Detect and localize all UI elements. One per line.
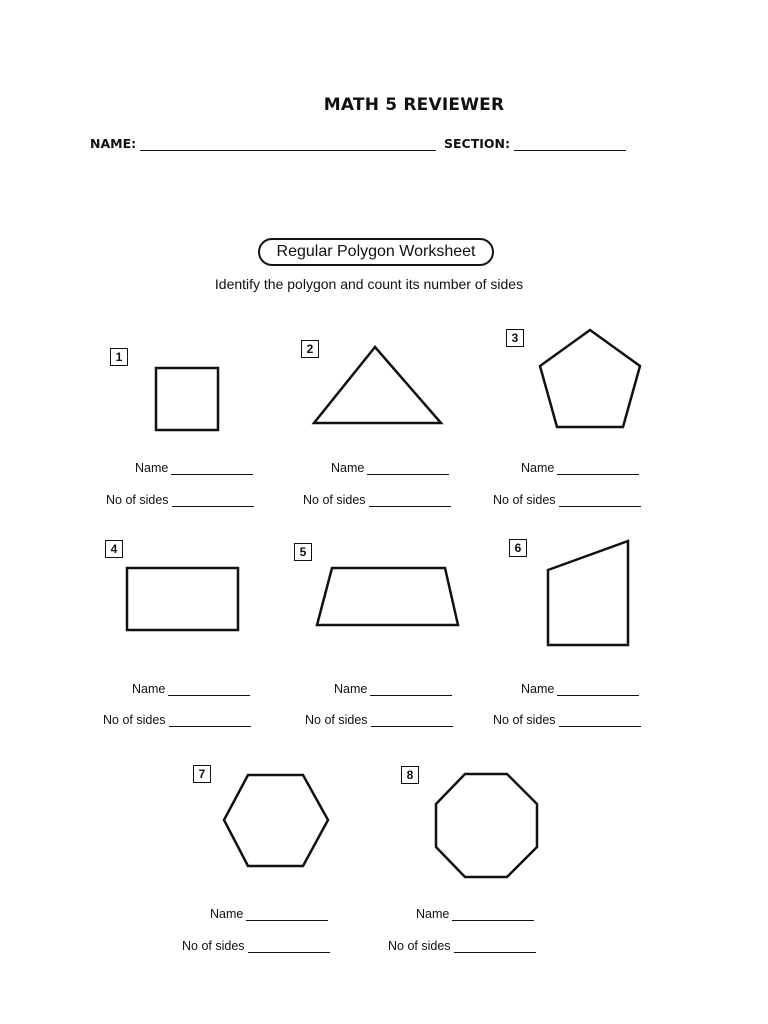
name-label: Name: [416, 907, 450, 921]
answer-blank-line[interactable]: [246, 908, 328, 921]
answer-blank-line[interactable]: [371, 714, 453, 727]
sides-label: No of sides: [103, 713, 166, 727]
quadrilateral-shape: [542, 536, 638, 650]
answer-blank-line[interactable]: [559, 494, 641, 507]
triangle-shape: [306, 340, 446, 430]
answer-blank-line[interactable]: [171, 462, 253, 475]
item-1-name-answer[interactable]: [135, 461, 253, 475]
item-3-sides-answer[interactable]: [493, 493, 641, 507]
item-7-sides-answer[interactable]: [182, 939, 330, 953]
sides-label: No of sides: [493, 713, 556, 727]
item-5-name-answer[interactable]: [334, 682, 452, 696]
item-2-sides-answer[interactable]: [303, 493, 451, 507]
sides-label: No of sides: [106, 493, 169, 507]
name-field[interactable]: [90, 136, 436, 151]
item-4-name-answer[interactable]: [132, 682, 250, 696]
sides-label: No of sides: [303, 493, 366, 507]
worksheet-instructions: Identify the polygon and count its number of sides: [214, 276, 524, 292]
answer-blank-line[interactable]: [248, 940, 330, 953]
section-blank-line[interactable]: [514, 137, 626, 151]
name-label: Name: [135, 461, 169, 475]
pentagon-shape: [536, 326, 646, 432]
answer-blank-line[interactable]: [369, 494, 451, 507]
item-8-sides-answer[interactable]: [388, 939, 536, 953]
name-label: Name: [331, 461, 365, 475]
item-number-5: 5: [294, 543, 312, 561]
sides-label: No of sides: [388, 939, 451, 953]
answer-blank-line[interactable]: [452, 908, 534, 921]
answer-blank-line[interactable]: [168, 683, 250, 696]
item-8-name-answer[interactable]: [416, 907, 534, 921]
item-3-name-answer[interactable]: [521, 461, 639, 475]
item-number-3: 3: [506, 329, 524, 347]
answer-blank-line[interactable]: [370, 683, 452, 696]
item-number-2: 2: [301, 340, 319, 358]
square-shape: [150, 362, 226, 438]
item-number-7: 7: [193, 765, 211, 783]
rectangle-shape: [122, 562, 244, 636]
answer-blank-line[interactable]: [169, 714, 251, 727]
answer-blank-line[interactable]: [557, 683, 639, 696]
section-field[interactable]: [444, 136, 626, 151]
sides-label: No of sides: [305, 713, 368, 727]
answer-blank-line[interactable]: [557, 462, 639, 475]
answer-blank-line[interactable]: [172, 494, 254, 507]
sides-label: No of sides: [182, 939, 245, 953]
answer-blank-line[interactable]: [559, 714, 641, 727]
item-number-6: 6: [509, 539, 527, 557]
sides-label: No of sides: [493, 493, 556, 507]
answer-blank-line[interactable]: [454, 940, 536, 953]
item-6-sides-answer[interactable]: [493, 713, 641, 727]
name-blank-line[interactable]: [140, 137, 436, 151]
item-1-sides-answer[interactable]: [106, 493, 254, 507]
item-number-1: 1: [110, 348, 128, 366]
item-7-name-answer[interactable]: [210, 907, 328, 921]
trapezoid-shape: [310, 562, 466, 632]
item-5-sides-answer[interactable]: [305, 713, 453, 727]
page-title: MATH 5 REVIEWER: [323, 95, 505, 115]
item-6-name-answer[interactable]: [521, 682, 639, 696]
name-label: Name: [132, 682, 166, 696]
name-label: Name: [521, 682, 555, 696]
name-label: Name: [334, 682, 368, 696]
item-number-8: 8: [401, 766, 419, 784]
hexagon-shape: [219, 770, 333, 872]
item-4-sides-answer[interactable]: [103, 713, 251, 727]
item-number-4: 4: [105, 540, 123, 558]
name-label: Name: [210, 907, 244, 921]
section-label: SECTION:: [444, 136, 510, 151]
name-label: Name: [521, 461, 555, 475]
answer-blank-line[interactable]: [367, 462, 449, 475]
name-label: NAME:: [90, 136, 137, 151]
worksheet-title: Regular Polygon Worksheet: [258, 238, 494, 266]
item-2-name-answer[interactable]: [331, 461, 449, 475]
octagon-shape: [430, 769, 546, 885]
